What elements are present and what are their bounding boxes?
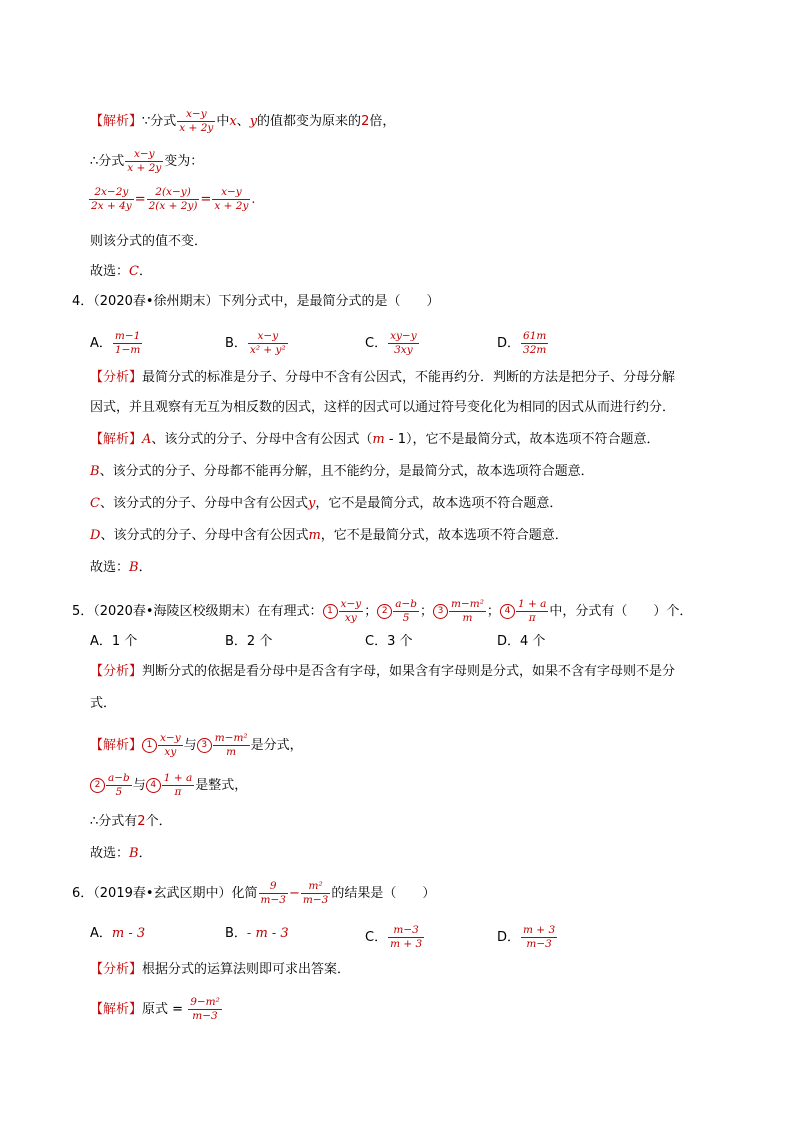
fraction: $\frac{\text{m−m²}}{m}$ bbox=[214, 732, 248, 758]
fraction: $\frac{x-y}{x + 2y}$ bbox=[179, 108, 214, 134]
fraction: $\frac{x-y}{\text{x² + y²}}$ bbox=[249, 330, 286, 356]
q6-option-d: D． $\frac{m + 3}{m-3}$ bbox=[497, 924, 556, 950]
fraction: $\frac{\text{m²}}{m-3}$ bbox=[302, 880, 329, 906]
circled-number: 2 bbox=[90, 778, 105, 793]
q6-option-a: A．m - 3 bbox=[90, 926, 146, 941]
analysis-tag: 【分析】 bbox=[90, 664, 143, 679]
q4-heading: 4．（2020春•徐州期末）下列分式中，是最简分式的是（ ） bbox=[72, 294, 440, 309]
q5-option-d: D．4 个 bbox=[497, 634, 546, 649]
p3-line4: 则该分式的值不变． bbox=[90, 234, 208, 249]
fraction: $\frac{m-1}{1-m}$ bbox=[114, 330, 141, 356]
analysis-tag: 【解析】 bbox=[90, 738, 143, 753]
analysis-tag: 【解析】 bbox=[90, 432, 143, 447]
fraction: $\frac{x-y}{xy}$ bbox=[340, 598, 362, 624]
analysis-tag: 【分析】 bbox=[90, 962, 143, 977]
fraction: $\frac{a-b}{5}$ bbox=[395, 598, 417, 624]
q4-option-a: A． $\frac{m-1}{1-m}$ bbox=[90, 330, 141, 356]
fraction: $\frac{9}{m-3}$ bbox=[260, 880, 286, 906]
p3-line2: ∴分式 $\frac{x-y}{x + 2y}$ 变为： bbox=[90, 148, 204, 174]
q4-solution-d: D、该分式的分子、分母中含有公因式m，它不是最简分式，故本选项不符合题意． bbox=[90, 528, 568, 543]
q5-solution-1: 【解析】 1 $\frac{x-y}{xy}$ 与 3 $\frac{\text{m−m²}}{m}$ 是分式， bbox=[90, 732, 303, 758]
fraction: $\frac{m-3}{m + 3}$ bbox=[390, 924, 423, 950]
circled-number: 3 bbox=[433, 604, 448, 619]
q5-solution-3: ∴分式有2个． bbox=[90, 814, 172, 829]
fraction: $\frac{a-b}{5}$ bbox=[108, 772, 130, 798]
circled-number: 3 bbox=[197, 738, 212, 753]
q4-option-d: D． $\frac{61m}{32m}$ bbox=[497, 330, 547, 356]
circled-number: 1 bbox=[142, 738, 157, 753]
q5-solution-2: 2 $\frac{a-b}{5}$ 与 4 $\frac{1 + a}{\pi}$ 是整式， bbox=[90, 772, 247, 799]
p3-line3: $\frac{2x-2y}{2x + 4y}$ = $\frac{2(x-y)}{2(x + 2y)}$ = $\frac{x-y}{x + 2y}$ . bbox=[91, 186, 256, 212]
analysis-tag: 【解析】 bbox=[90, 114, 143, 129]
fraction: $\frac{1 + a}{\pi}$ bbox=[517, 598, 547, 624]
q6-solution: 【解析】原式 = $\frac{\text{9−m²}}{m-3}$ bbox=[90, 996, 220, 1022]
q5-analysis-2: 式． bbox=[90, 696, 117, 711]
q5-answer: 故选：B． bbox=[90, 846, 152, 861]
q6-analysis: 【分析】根据分式的运算法则即可求出答案． bbox=[90, 962, 351, 977]
q4-analysis-2: 因式，并且观察有无互为相反数的因式，这样的因式可以通过符号变化化为相同的因式从而进行约分． bbox=[90, 400, 676, 415]
circled-number: 4 bbox=[146, 778, 161, 793]
q5-heading: 5．（2020春•海陵区校级期末）在有理式： 1 $\frac{x-y}{xy}$ ； 2 $\frac{a-b}{5}$ ； 3 $\frac{\text{m−m²}}{m}$ ； 4 $\frac{1 + a}{\pi}$ 中，分式有（ ）个． bbox=[72, 598, 693, 624]
fraction: $\frac{x-y}{xy}$ bbox=[160, 732, 181, 758]
q4-solution-b: B、该分式的分子、分母都不能再分解，且不能约分，是最简分式，故本选项符合题意． bbox=[90, 464, 594, 479]
q6-heading: 6．（2019春•玄武区期中）化简 $\frac{9}{m-3}$ − $\frac{\text{m²}}{m-3}$ 的结果是（ ） bbox=[72, 880, 436, 906]
analysis-tag: 【分析】 bbox=[90, 370, 143, 385]
fraction: $\frac{\text{m−m²}}{m}$ bbox=[451, 598, 484, 624]
q4-analysis-1: 【分析】最简分式的标准是分子、分母中不含有公因式，不能再约分．判断的方法是把分子、分母分解 bbox=[90, 370, 676, 385]
fraction: $\frac{\text{9−m²}}{m-3}$ bbox=[190, 996, 220, 1022]
q4-option-b: B． $\frac{x-y}{\text{x² + y²}}$ bbox=[225, 330, 286, 356]
q5-option-c: C．3 个 bbox=[365, 634, 413, 649]
q4-solution-a: 【解析】A、该分式的分子、分母中含有公因式（m - 1），它不是最简分式，故本选项不符合题意． bbox=[90, 432, 660, 447]
fraction: $\frac{61m}{32m}$ bbox=[523, 330, 547, 356]
fraction: $\frac{1 + a}{\pi}$ bbox=[163, 772, 193, 798]
q4-answer: 故选：B． bbox=[90, 560, 152, 575]
q5-option-b: B．2 个 bbox=[225, 634, 273, 649]
fraction: $\frac{m + 3}{m-3}$ bbox=[523, 924, 556, 950]
p3-line1: 【解析】∵分式 $\frac{x-y}{x + 2y}$ 中x、y的值都变为原来的2倍， bbox=[90, 108, 396, 134]
analysis-tag: 【解析】 bbox=[90, 1002, 143, 1017]
circled-number: 4 bbox=[500, 604, 515, 619]
p3-answer: 故选：C． bbox=[90, 264, 152, 279]
q5-option-a: A．1 个 bbox=[90, 634, 138, 649]
fraction: $\frac{x-y}{x + 2y}$ bbox=[214, 186, 249, 212]
q4-solution-c: C、该分式的分子、分母中含有公因式y，它不是最简分式，故本选项不符合题意． bbox=[90, 496, 563, 511]
fraction: $\frac{xy-y}{3xy}$ bbox=[390, 330, 417, 356]
fraction: $\frac{2x-2y}{2x + 4y}$ bbox=[91, 186, 132, 212]
q6-option-c: C． $\frac{m-3}{m + 3}$ bbox=[365, 924, 423, 950]
fraction: $\frac{x-y}{x + 2y}$ bbox=[127, 148, 162, 174]
q6-option-b: B．- m - 3 bbox=[225, 926, 289, 941]
q4-option-c: C． $\frac{xy-y}{3xy}$ bbox=[365, 330, 417, 356]
q5-analysis-1: 【分析】判断分式的依据是看分母中是否含有字母，如果含有字母则是分式，如果不含有字母则不是分 bbox=[90, 664, 676, 679]
fraction: $\frac{2(x-y)}{2(x + 2y)}$ bbox=[148, 186, 198, 212]
circled-number: 2 bbox=[377, 604, 392, 619]
circled-number: 1 bbox=[323, 604, 338, 619]
